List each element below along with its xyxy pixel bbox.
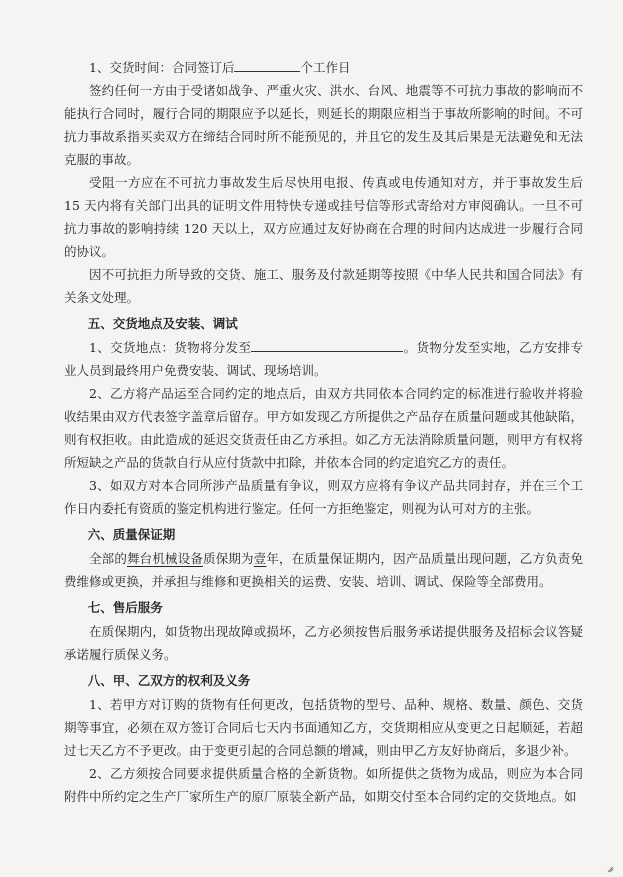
delivery-time-clause [64, 56, 583, 79]
warranty-suffix: 年，在质量保证期内，因产品质量出现问题，乙方负责免费维修或更换，并承担与维修和更换相关的运费、安装、培训、调试、保险等全部费用。 [64, 551, 583, 589]
section-6-text [64, 547, 583, 593]
delivery-days-blank [234, 57, 300, 72]
warranty-prefix: 全部的 [89, 551, 128, 566]
section-8-item-1: 1、若甲方对订购的货物有任何更改，包括货物的型号、品种、规格、数量、颜色、交货期等事宜，必须在双方签订合同后七天内书面通知乙方，交货期相应从变更之日起顺延，若超过七天乙方不予更改。由于变更引起的合同总额的增减，则由甲乙方友好协商后，多退少补。 [64, 697, 583, 758]
delivery-place-blank [251, 337, 403, 352]
section-7-text: 在质保期内，如货物出现故障或损坏，乙方必须按售后服务承诺提供服务及招标会议答疑承诺履行质保义务。 [64, 624, 583, 662]
warranty-goods-fill: 舞台机械设备 [127, 551, 204, 566]
force-majeure-paragraph-1: 签约任何一方由于受诸如战争、严重火灾、洪水、台风、地震等不可抗力事故的影响而不能执行合同时，履行合同的期限应予以延长，则延长的期限应相当于事故所影响的时间。不可抗力事故系指买卖双方在缔结合同时所不能预见的，并且它的发生及其后果是无法避免和无法克服的事故。 [64, 83, 583, 167]
delivery-place-suffix: 。货物分发至实地，乙方安排专业人员到最终用户免费安装、调试、现场培训。 [64, 340, 583, 378]
section-8-heading: 八、甲、乙双方的权利及义务 [87, 673, 251, 688]
section-6-heading: 六、质量保证期 [87, 527, 176, 542]
force-majeure-paragraph-3: 因不可抗拒力所导致的交货、施工、服务及付款延期等按照《中华人民共和国合同法》有关条文处理。 [64, 267, 583, 305]
section-7-heading: 七、售后服务 [87, 600, 163, 615]
section-5-item-1 [64, 336, 583, 382]
section-8-item-2: 2、乙方须按合同要求提供质量合格的全新货物。如所提供之货物为成品，则应为本合同附件中所约定之生产厂家所生产的原厂原装全新产品，如期交付至本合同约定的交货地点。如 [64, 766, 583, 804]
warranty-mid: 质保期为 [203, 551, 254, 566]
section-5-heading: 五、交货地点及安装、调试 [87, 316, 238, 331]
scan-corner-mark-icon [607, 866, 614, 873]
section-5-item-2: 2、乙方将产品运至合同约定的地点后，由双方共同依本合同约定的标准进行验收并将验收结果由双方代表签字盖章后留存。甲方如发现乙方所提供之产品存在质量问题或其他缺陷，则有权拒收。由此造成的延迟交货责任由乙方承担。如乙方无法消除质量问题，则甲方有权将所短缺之产品的货款自行从应付货款中扣除，并依本合同的约定追究乙方的责任。 [64, 386, 583, 470]
warranty-years-fill: 壹 [253, 551, 267, 566]
delivery-time-suffix: 个工作日 [300, 60, 351, 75]
force-majeure-paragraph-2: 受阻一方应在不可抗力事故发生后尽快用电报、传真或电传通知对方，并于事故发生后 15 天内将有关部门出具的证明文件用特快专递或挂号信等形式寄给对方审阅确认。一旦不可抗力事故的影响持续 120 天以上，双方应通过友好协商在合理的时间内达成进一步履行合同的协议。 [64, 175, 583, 259]
section-5-item-3: 3、如双方对本合同所涉产品质量有争议，则双方应将有争议产品共同封存，并在三个工作日内委托有资质的鉴定机构进行鉴定。任何一方拒绝鉴定，则视为认可对方的主张。 [64, 478, 583, 516]
delivery-place-prefix: 1、交货地点：货物将分发至 [89, 340, 252, 355]
delivery-time-prefix: 1、交货时间：合同签订后 [89, 60, 235, 75]
